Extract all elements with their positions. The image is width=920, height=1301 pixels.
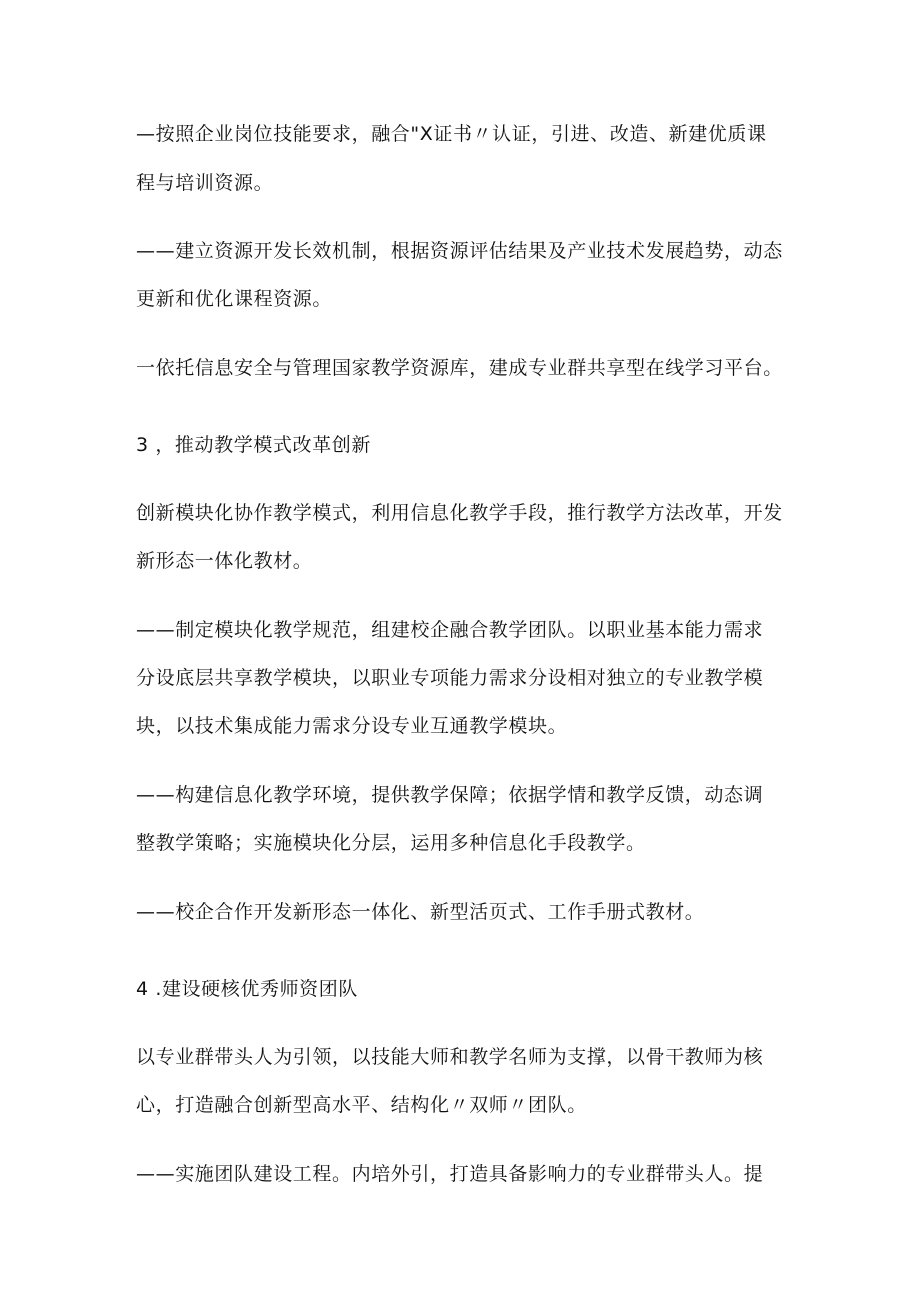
section-heading-3: 3 ，推动教学模式改革创新 bbox=[136, 434, 371, 456]
text-line: 以专业群带头人为引领，以技能大师和教学名师为支撑，以骨干教师为核 bbox=[136, 1046, 764, 1068]
text-line: 程与培训资源。 bbox=[136, 172, 274, 194]
text-line: 创新模块化协作教学模式，利用信息化教学手段，推行教学方法改革，开发 bbox=[136, 502, 783, 524]
text-line: 新形态一体化教材。 bbox=[136, 550, 313, 572]
text-line: ——实施团队建设工程。内培外引，打造具备影响力的专业群带头人。提 bbox=[136, 1163, 764, 1185]
text-line: ——建立资源开发长效机制，根据资源评估结果及产业技术发展趋势，动态 bbox=[136, 240, 783, 262]
text-line: 一依托信息安全与管理国家教学资源库，建成专业群共享型在线学习平台。 bbox=[136, 357, 783, 379]
text-line: 更新和优化课程资源。 bbox=[136, 288, 333, 310]
section-heading-4: 4 .建设硬核优秀师资团队 bbox=[136, 978, 358, 1000]
text-line: 分设底层共享教学模块，以职业专项能力需求分设相对独立的专业教学模 bbox=[136, 667, 764, 689]
text-line: ——制定模块化教学规范，组建校企融合教学团队。以职业基本能力需求 bbox=[136, 619, 764, 641]
text-line: 整教学策略；实施模块化分层，运用多种信息化手段教学。 bbox=[136, 832, 646, 854]
text-line: —按照企业岗位技能要求，融合"X证书〃认证，引进、改造、新建优质课 bbox=[136, 123, 767, 145]
text-line: ——构建信息化教学环境，提供教学保障；依据学情和教学反馈，动态调 bbox=[136, 784, 764, 806]
text-line: ——校企合作开发新形态一体化、新型活页式、工作手册式教材。 bbox=[136, 901, 705, 923]
text-line: 心，打造融合创新型高水平、结构化〃双师〃团队。 bbox=[136, 1094, 587, 1116]
text-line: 块，以技术集成能力需求分设专业互通教学模块。 bbox=[136, 715, 568, 737]
